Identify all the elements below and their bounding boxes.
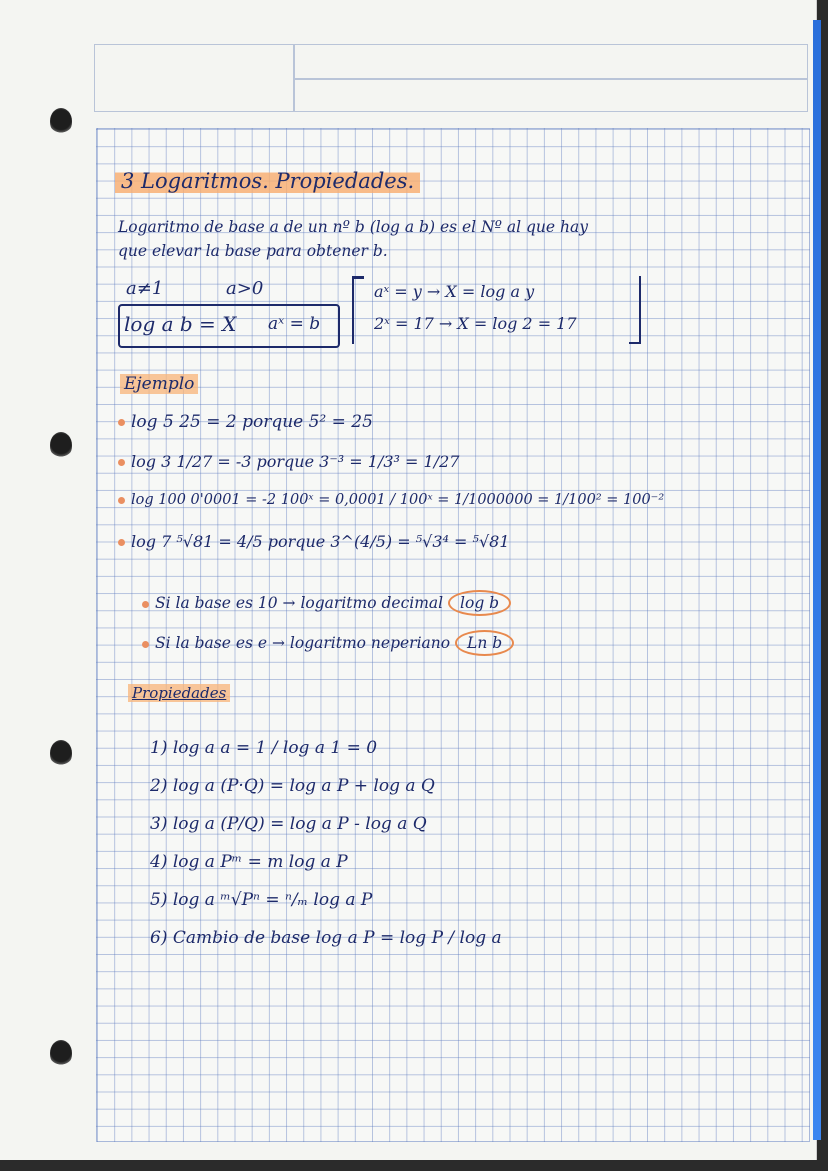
example-item <box>118 452 459 471</box>
property-item: 2) log a (P·Q) = log a P + log a Q <box>150 776 435 796</box>
header-line <box>293 78 807 80</box>
example-item-text: log 5 25 = 2 porque 5² = 25 <box>131 412 373 432</box>
properties-heading <box>128 684 230 702</box>
base-decimal-text: Si la base es 10 → logaritmo decimal <box>155 594 444 612</box>
property-item: 4) log a Pᵐ = m log a P <box>150 852 348 872</box>
punch-hole <box>50 432 72 458</box>
property-item: 6) Cambio de base log a P = log P / log a <box>150 928 502 948</box>
punch-hole <box>50 740 72 766</box>
bullet-icon <box>142 601 149 608</box>
property-item: 5) log a ᵐ√Pⁿ = ⁿ/ₘ log a P <box>150 890 373 910</box>
example-item <box>118 532 510 551</box>
definition-line-1: Logaritmo de base a de un nº b (log a b) es el Nº al que hay <box>118 218 588 236</box>
definition-text <box>118 215 588 263</box>
example-item <box>118 492 664 508</box>
condition-a-positive: a>0 <box>226 278 264 299</box>
bullet-icon <box>118 539 125 546</box>
bullet-icon <box>118 497 125 504</box>
base-decimal <box>142 594 511 612</box>
example-heading <box>120 374 198 394</box>
punch-hole <box>50 1040 72 1066</box>
bullet-icon <box>118 419 125 426</box>
circled-log: log b <box>448 590 511 616</box>
bullet-icon <box>142 641 149 648</box>
property-item: 3) log a (P/Q) = log a P - log a Q <box>150 814 427 834</box>
circled-ln: Ln b <box>455 630 514 656</box>
page-title: 3 Logaritmos. Propiedades. <box>115 167 420 195</box>
base-neperian-text: Si la base es e → logaritmo neperiano <box>155 634 451 652</box>
header-box <box>94 44 808 112</box>
property-item: 1) log a a = 1 / log a 1 = 0 <box>150 738 378 758</box>
example-item-text: log 3 1/27 = -3 porque 3⁻³ = 1/3³ = 1/27 <box>131 452 460 471</box>
formula-exp: aˣ = b <box>268 314 321 334</box>
formula-log: log a b = X <box>124 312 237 336</box>
example-item <box>118 412 373 432</box>
notebook-edge <box>813 20 821 1140</box>
bracket-row-2: 2ˣ = 17 → X = log 2 = 17 <box>374 314 577 333</box>
base-neperian <box>142 634 514 652</box>
condition-a-not-1: a≠1 <box>126 278 164 299</box>
definition-line-2: que elevar la base para obtener b. <box>118 242 388 260</box>
example-item-text: log 100 0'0001 = -2 100ˣ = 0,0001 / 100ˣ = 1/1000000 = 1/100² = 100⁻² <box>131 492 665 508</box>
properties-heading-text: Propiedades <box>128 684 230 702</box>
example-item-text: log 7 ⁵√81 = 4/5 porque 3^(4/5) = ⁵√3⁴ = ⁵√81 <box>131 532 510 551</box>
example-heading-text: Ejemplo <box>120 374 198 394</box>
punch-hole <box>50 108 72 134</box>
bullet-icon <box>118 459 125 466</box>
bracket-row-1: aˣ = y → X = log a y <box>374 282 535 301</box>
